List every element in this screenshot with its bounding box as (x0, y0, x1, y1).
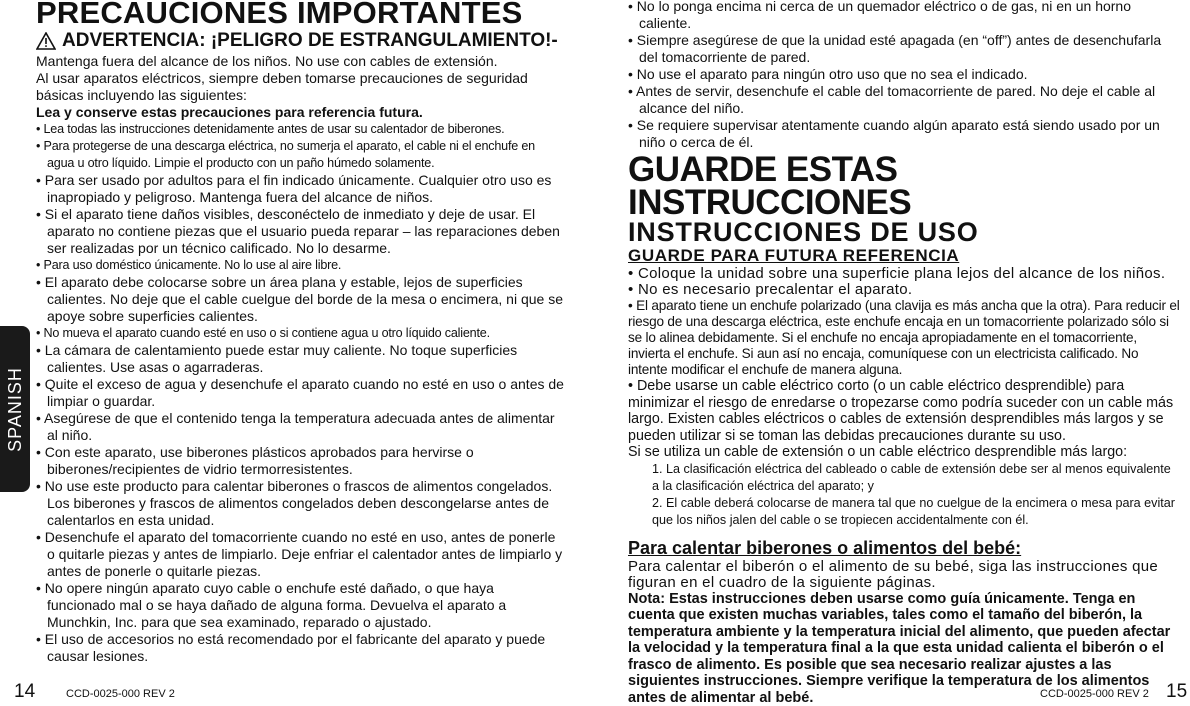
precaution-item: • No use este producto para calentar biberones o frascos de alimentos congelados. Los biberones y frascos de alimentos congelados deben descongelarse antes de calentarlos en esta unidad. (36, 478, 553, 528)
warning-triangle-icon (36, 32, 56, 50)
precaution-item: • Quite el exceso de agua y desenchufe el aparato cuando no esté en uso o antes de limpiar o guardar. (36, 376, 564, 409)
language-tab-label: SPANISH (4, 366, 25, 452)
precaution-item: • No opere ningún aparato cuyo cable o enchufe esté dañado, o que haya funcionado mal o se haya dañado de alguna forma. Devuelva el aparato a Munchkin, Inc. para que sea examinado, reparado o ajustado. (36, 580, 507, 630)
usage-item: • Coloque la unidad sobre una superficie plana lejos del alcance de los niños. (628, 265, 1166, 282)
precaution-item: • Desenchufe el aparato del tomacorriente cuando no esté en uso, antes de ponerle o quitarle piezas y antes de limpiarlo. Deje enfriar el calentador antes de limpiarlo y antes de ponerle o quitarle piezas. (36, 529, 563, 579)
precaution-item: • Siempre asegúrese de que la unidad esté apagada (en “off”) antes de desenchufarla del tomacorriente de pared. (628, 32, 1162, 65)
precaution-item: • Para protegerse de una descarga eléctrica, no sumerja el aparato, el cable ni el enchufe en agua u otro líquido. Limpie el producto con un paño húmedo solamente. (36, 139, 535, 170)
warning-text: ADVERTENCIA: ¡PELIGRO DE ESTRANGULAMIENTO!- (62, 30, 558, 51)
page-number-left: 14 (14, 681, 36, 702)
precaution-item: • Si el aparato tiene daños visibles, desconéctelo de inmediato y deje de usar. El aparato no contiene piezas que el usuario pueda reparar – las reparaciones deben ser realizadas por un técnico calificado. No lo desarme. (36, 206, 560, 256)
intro-text: Mantenga fuera del alcance de los niños. No use con cables de extensión. (36, 53, 498, 69)
precaution-item: • La cámara de calentamiento puede estar muy caliente. No toque superficies calientes. Use asas o agarraderas. (36, 342, 518, 375)
precaution-item: • Para uso doméstico únicamente. No lo use al aire libre. (36, 258, 342, 272)
language-tab (0, 326, 30, 492)
warming-heading: Para calentar biberones o alimentos del bebé: (628, 537, 1022, 558)
precaution-item: • Con este aparato, use biberones plásticos aprobados para hervirse o biberones/recipientes de vidrio termorresistentes. (36, 444, 474, 477)
usage-item: • No es necesario precalentar el aparato. (628, 281, 913, 298)
footer-code-right: CCD-0025-000 REV 2 (1040, 688, 1149, 700)
precaution-item: • El aparato debe colocarse sobre un área plana y estable, lejos de superficies calientes. No deje que el cable cuelgue del borde de la mesa o encimera, ni que se apoye sobre superficies calientes. (36, 274, 563, 324)
intro-text: Al usar aparatos eléctricos, siempre deben tomarse precauciones de seguridad básicas incluyendo las siguientes: (36, 70, 528, 103)
warming-text: Para calentar el biberón o el alimento de su bebé, siga las instrucciones que figuran en el cuadro de la siguiente páginas. (628, 557, 1159, 591)
precaution-item: • El uso de accesorios no está recomendado por el fabricante del aparato y puede causar lesiones. (36, 631, 546, 664)
keep-notice: Lea y conserve estas precauciones para referencia futura. (36, 104, 423, 120)
usage-item: • El aparato tiene un enchufe polarizado (una clavija es más ancha que la otra). Para reducir el riesgo de una descarga eléctrica, este enchufe encaja en un tomacorriente polarizado sólo si se lo alinea debidamente. Si el enchufe no encaja apropiadamente en el tomacorriente, invierta el enchufe. Si aun así no encaja, comuníquese con un electricista calificado. No intente modificar el enchufe de manera alguna. (628, 298, 1180, 377)
precaution-item: • No lo ponga encima ni cerca de un quemador eléctrico o de gas, ni en un horno caliente. (628, 0, 1131, 31)
precaution-item: • No use el aparato para ningún otro uso que no sea el indicado. (628, 66, 1028, 82)
warning-heading (36, 29, 564, 53)
warming-note: Nota: Estas instrucciones deben usarse como guía únicamente. Tenga en cuenta que existen muchas variables, tales como el tamaño del biberón, la temperatura ambiente y la temperatura inicial del alimento, que pueden afectar la velocidad y la temperatura final a la que esta unidad calienta el biberón o el frasco de alimento. Es posible que sea necesario realizar ajustes a las siguientes instrucciones. Siempre verifique la temperatura de los alimentos antes de alimentar al bebé. (628, 590, 1171, 706)
usage-title: INSTRUCCIONES DE USO (628, 217, 979, 247)
precaution-item: • Antes de servir, desenchufe el cable del tomacorriente de pared. No deje el cable al alcance del niño. (628, 83, 1156, 116)
page-number-right: 15 (1166, 681, 1188, 702)
usage-subitem: 1. La clasificación eléctrica del cableado o cable de extensión debe ser al menos equivalente a la clasificación eléctrica del aparato; y (652, 461, 1171, 493)
precaution-item: • Se requiere supervisar atentamente cuando algún aparato está siendo usado por un niño o cerca de él. (628, 117, 1160, 150)
future-reference-heading: GUARDE PARA FUTURA REFERENCIA (628, 246, 960, 265)
usage-item: • Debe usarse un cable eléctrico corto (o un cable eléctrico desprendible) para minimizar el riesgo de enredarse o tropezarse como podría suceder con un cable más largo. Existen cables eléctricos o cables de extensión desprendibles más largos y se pueden utilizar si se toman las debidas precauciones durante su uso. (628, 378, 1174, 444)
precaution-item: • Asegúrese de que el contenido tenga la temperatura adecuada antes de alimentar al niño. (36, 410, 555, 443)
precaution-item: • Lea todas las instrucciones detenidamente antes de usar su calentador de biberones. (36, 122, 505, 136)
save-instructions-title: GUARDE ESTAS INSTRUCCIONES (628, 150, 912, 222)
usage-subitem: 2. El cable deberá colocarse de manera tal que no cuelgue de la encimera o mesa para evitar que los niños jalen del cable o se tropiecen accidentalmente con él. (652, 495, 1175, 527)
page-title: PRECAUCIONES IMPORTANTES (36, 0, 523, 30)
left-page (36, 0, 564, 665)
precaution-item: • Para ser usado por adultos para el fin indicado únicamente. Cualquier otro uso es inapropiado y peligroso. Mantenga fuera del alcance de niños. (36, 172, 552, 205)
usage-item: Si se utiliza un cable de extensión o un cable eléctrico desprendible más largo: (628, 444, 1128, 460)
footer-code-left: CCD-0025-000 REV 2 (66, 688, 175, 700)
right-page (628, 0, 1180, 706)
precaution-item: • No mueva el aparato cuando esté en uso o si contiene agua u otro líquido caliente. (36, 326, 490, 340)
